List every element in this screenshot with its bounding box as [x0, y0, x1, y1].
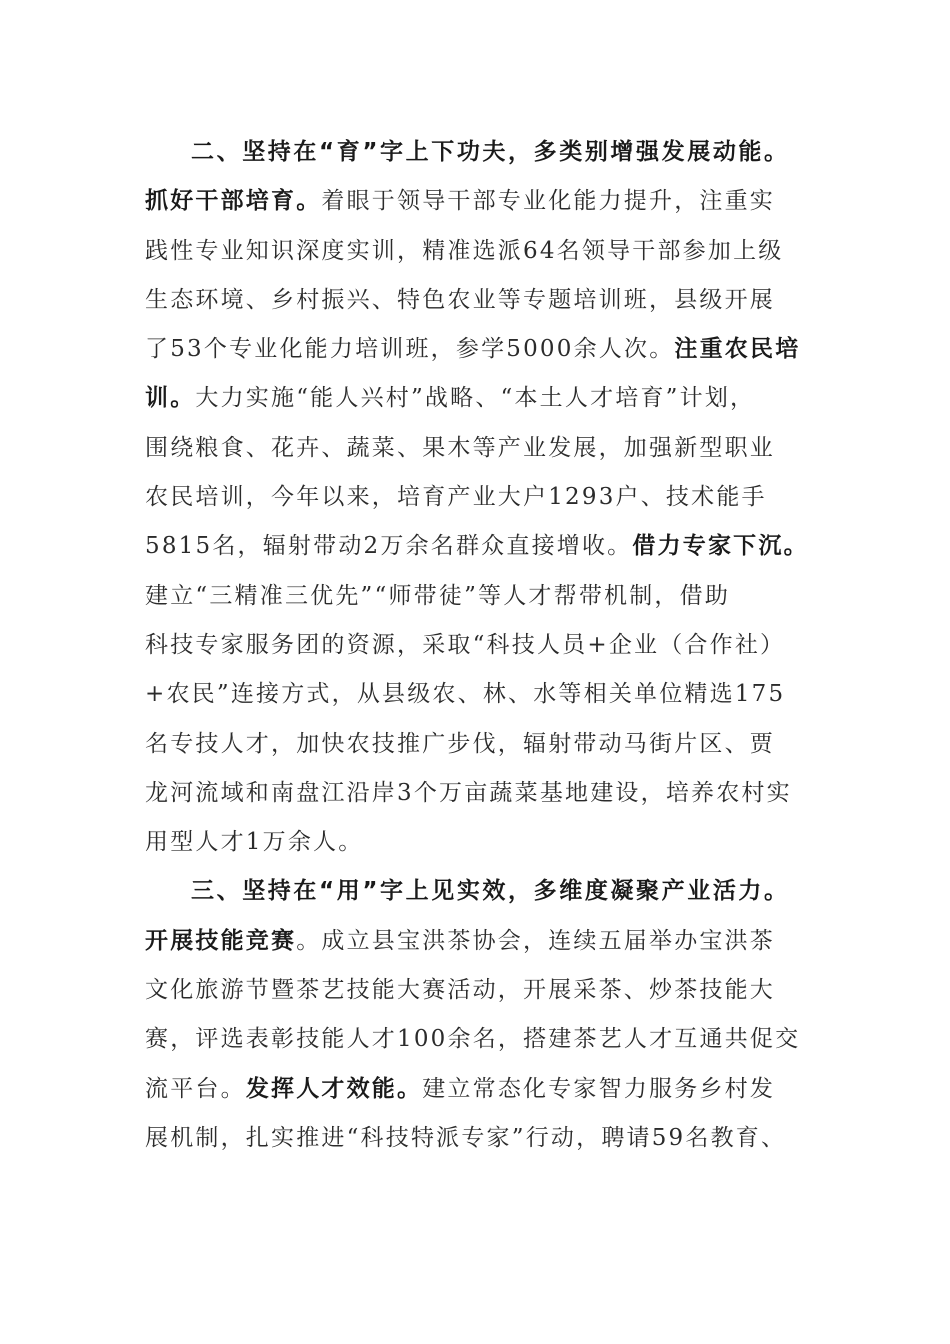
- text-line: [145, 917, 813, 966]
- text-run: 。成立县宝洪茶协会，连续五届举办宝洪茶: [296, 927, 776, 954]
- section-3-paragraph: [145, 917, 813, 1163]
- text-run: 建立“三精准三优先”“师带徒”等人才帮带机制，借助: [145, 582, 731, 609]
- bold-lead-phrase: 抓好干部培育。: [145, 188, 322, 215]
- text-run: 展机制，扎实推进“科技特派专家”行动，聘请59名教育、: [145, 1124, 787, 1151]
- text-line: [145, 621, 813, 670]
- text-run: +农民”连接方式，从县级农、林、水等相关单位精选175: [145, 681, 786, 708]
- text-line: [145, 966, 813, 1015]
- text-line: [145, 670, 813, 719]
- text-line: [145, 572, 813, 621]
- text-line: [145, 1015, 813, 1064]
- text-run: 龙河流域和南盘江沿岸3个万亩蔬菜基地建设，培养农村实: [145, 779, 792, 806]
- text-line: [145, 1114, 813, 1163]
- section-2-heading: 二、坚持在“育”字上下功夫，多类别增强发展动能。: [191, 139, 790, 165]
- text-line: [145, 769, 813, 818]
- text-run: 科技专家服务团的资源，采取“科技人员+企业（合作社）: [145, 631, 786, 658]
- bold-lead-phrase: 开展技能竞赛: [145, 927, 297, 954]
- bold-lead-phrase: 借力专家下沉。: [632, 533, 809, 560]
- text-line: [145, 276, 813, 325]
- section-2-paragraph: [145, 177, 813, 867]
- text-line: [145, 227, 813, 276]
- text-line: [145, 720, 813, 769]
- text-run: 流平台。: [145, 1075, 246, 1102]
- text-run: 着眼于领导干部专业化能力提升，注重实: [321, 188, 776, 215]
- document-body: [145, 128, 813, 1163]
- text-run: 建立常态化专家智力服务乡村发: [422, 1075, 776, 1102]
- text-run: 农民培训，今年以来，培育产业大户1293户、技术能手: [145, 484, 767, 511]
- bold-lead-phrase: 训。: [145, 385, 196, 412]
- text-run: 围绕粮食、花卉、蔬菜、果木等产业发展，加强新型职业: [145, 434, 775, 461]
- text-line: [145, 177, 813, 226]
- text-line: [145, 374, 813, 423]
- text-line: [145, 325, 813, 374]
- text-line: [145, 522, 813, 571]
- text-run: 生态环境、乡村振兴、特色农业等专题培训班，县级开展: [145, 286, 775, 313]
- text-run: 5815名，辐射带动2万余名群众直接增收。: [145, 533, 633, 560]
- text-run: 名专技人才，加快农技推广步伐，辐射带动马街片区、贾: [145, 730, 775, 757]
- section-3-heading: 三、坚持在“用”字上见实效，多维度凝聚产业活力。: [191, 878, 790, 905]
- text-line: [145, 818, 813, 867]
- text-line: [145, 473, 813, 522]
- text-run: 赛，评选表彰技能人才100余名，搭建茶艺人才互通共促交: [145, 1026, 801, 1053]
- text-run: 了53个专业化能力培训班，参学5000余人次。: [145, 336, 675, 363]
- bold-lead-phrase: 发挥人才效能。: [245, 1075, 423, 1102]
- text-line: [145, 1065, 813, 1114]
- text-line: [145, 424, 813, 473]
- text-run: 文化旅游节暨茶艺技能大赛活动，开展采茶、炒茶技能大: [145, 977, 775, 1004]
- text-run: 用型人才1万余人。: [145, 829, 364, 856]
- text-run: 大力实施“能人兴村”战略、“本土人才培育”计划，: [195, 385, 756, 412]
- bold-lead-phrase: 注重农民培: [674, 336, 801, 363]
- text-run: 践性专业知识深度实训，精准选派64名领导干部参加上级: [145, 237, 784, 264]
